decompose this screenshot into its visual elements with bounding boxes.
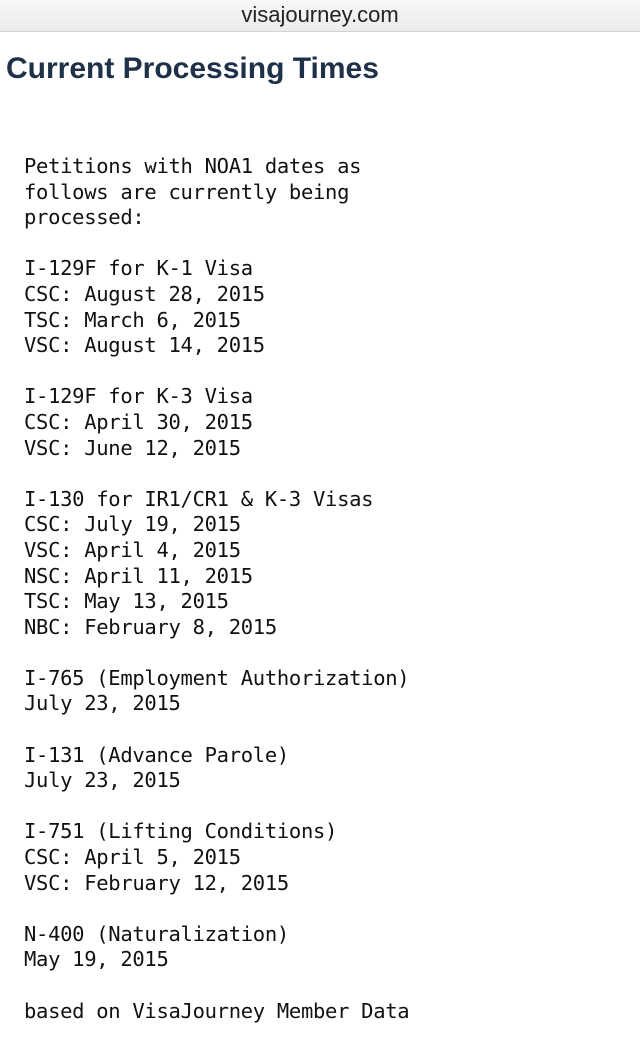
section-line: VSC: February 12, 2015 <box>24 870 289 895</box>
section-line: TSC: May 13, 2015 <box>24 589 229 614</box>
section-line: NBC: February 8, 2015 <box>24 614 277 639</box>
section-i765 <box>24 666 624 717</box>
url-text[interactable]: visajourney.com <box>241 2 399 27</box>
page-title: Current Processing Times <box>6 52 379 85</box>
section-line: TSC: March 6, 2015 <box>24 307 241 332</box>
section-line: CSC: April 30, 2015 <box>24 409 253 434</box>
section-heading: I-130 for IR1/CR1 & K-3 Visas <box>24 486 374 511</box>
footer-note: based on VisaJourney Member Data <box>24 998 410 1023</box>
section-i129f-k1 <box>24 256 624 358</box>
section-line: VSC: April 4, 2015 <box>24 537 241 562</box>
section-line: CSC: July 19, 2015 <box>24 512 241 537</box>
section-i131 <box>24 743 624 794</box>
section-n400 <box>24 922 624 973</box>
intro-line: Petitions with NOA1 dates as <box>24 154 362 178</box>
section-line: VSC: June 12, 2015 <box>24 435 241 460</box>
section-heading: I-129F for K-3 Visa <box>24 384 253 409</box>
section-line: CSC: April 5, 2015 <box>24 845 241 870</box>
address-bar[interactable] <box>0 0 640 32</box>
section-heading: I-765 (Employment Authorization) <box>24 665 410 690</box>
section-line: July 23, 2015 <box>24 768 181 793</box>
intro-line: follows are currently being <box>24 179 350 204</box>
section-line: NSC: April 11, 2015 <box>24 563 253 588</box>
section-line: VSC: August 14, 2015 <box>24 333 265 358</box>
section-i751 <box>24 819 624 896</box>
processing-times-content <box>24 154 624 1024</box>
section-heading: I-131 (Advance Parole) <box>24 742 289 767</box>
intro-line: processed: <box>24 205 145 230</box>
section-i130 <box>24 487 624 641</box>
section-heading: I-751 (Lifting Conditions) <box>24 819 338 844</box>
intro-text <box>24 154 624 231</box>
section-i129f-k3 <box>24 384 624 461</box>
section-line: May 19, 2015 <box>24 947 169 972</box>
section-line: July 23, 2015 <box>24 691 181 716</box>
section-heading: I-129F for K-1 Visa <box>24 256 253 281</box>
section-heading: N-400 (Naturalization) <box>24 921 289 946</box>
section-line: CSC: August 28, 2015 <box>24 281 265 306</box>
